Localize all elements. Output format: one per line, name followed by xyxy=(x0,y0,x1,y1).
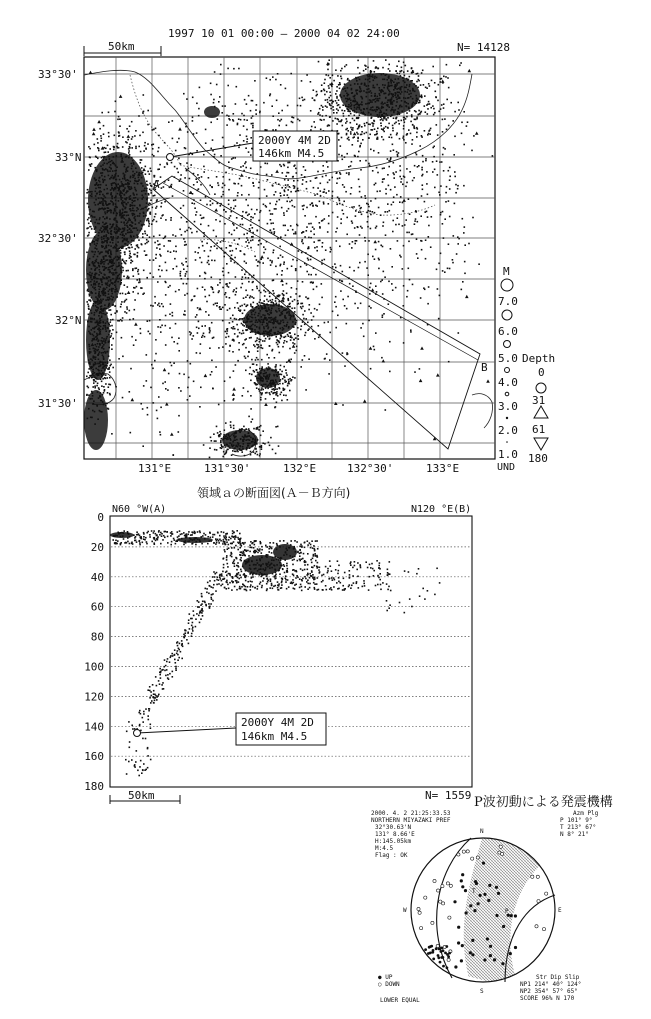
lon-label-4: 132°30' xyxy=(347,462,394,475)
legend-depth-title: Depth xyxy=(522,352,556,365)
legend-depth-31: 31 xyxy=(532,394,546,407)
legend-mag-2: 6.0 xyxy=(498,325,518,338)
lat-label-3: 32°30' xyxy=(38,232,78,245)
dir-e: E xyxy=(558,907,562,914)
dir-w: W xyxy=(403,907,407,914)
section-title: 領域ａの断面図(Ａ－Ｂ方向) xyxy=(197,486,351,500)
section-y-label: 0 xyxy=(97,511,105,524)
mechanism-title: P波初動による発震機構 xyxy=(474,795,613,810)
axis-t: T xyxy=(472,888,476,895)
legend-m-title: M xyxy=(503,265,510,278)
lat-label-4: 32°N xyxy=(55,314,82,327)
legend-up: ● UP xyxy=(378,974,393,981)
section-y-label: 80 xyxy=(90,630,105,644)
dir-s: S xyxy=(480,988,484,995)
legend-mag-5: 3.0 xyxy=(498,400,518,413)
section-y-label: 100 xyxy=(84,660,105,674)
lon-label-1: 131°E xyxy=(138,462,172,475)
dir-n: N xyxy=(480,828,484,835)
lat-label-2: 33°N xyxy=(55,151,82,164)
legend-depth-61: 61 xyxy=(532,423,546,436)
section-count-label: N= 1559 xyxy=(425,789,472,802)
section-y-label: 120 xyxy=(84,690,105,704)
map-count-label: N= 14128 xyxy=(457,41,510,54)
lon-label-2: 131°30' xyxy=(204,462,251,475)
section-y-label: 140 xyxy=(84,720,105,734)
map-event-line1: 2000Y 4M 2D xyxy=(258,134,331,147)
section-y-label: 160 xyxy=(84,750,105,764)
legend-mag-1: 7.0 xyxy=(498,295,518,308)
section-right-dir: N120 °E(B) xyxy=(411,504,472,515)
lon-label-3: 132°E xyxy=(283,462,317,475)
section-y-label: 60 xyxy=(90,600,105,614)
legend-depth-0: 0 xyxy=(538,366,545,379)
lat-label-5: 31°30' xyxy=(38,397,78,410)
section-label-a: A xyxy=(153,178,160,191)
section-y-label: 180 xyxy=(84,780,105,794)
axis-p: P xyxy=(505,908,509,915)
section-scale-label: 50km xyxy=(128,789,155,802)
section-event-line2: 146km M4.5 xyxy=(241,730,308,743)
legend-mag-6: 2.0 xyxy=(498,424,518,437)
legend-mag-7: 1.0 xyxy=(498,448,518,461)
legend-mag-3: 5.0 xyxy=(498,352,518,365)
map-event-line2: 146km M4.5 xyxy=(258,147,325,160)
section-event-line1: 2000Y 4M 2D xyxy=(241,716,314,729)
lon-label-5: 133°E xyxy=(426,462,460,475)
section-y-label: 20 xyxy=(90,540,105,554)
map-scale-label: 50km xyxy=(108,40,135,53)
section-label-b: B xyxy=(481,361,488,374)
legend-depth-180: 180 xyxy=(528,452,548,465)
section-left-dir: N60 °W(A) xyxy=(112,504,167,515)
lat-label-1: 33°30' xyxy=(38,68,78,81)
legend-down: ○ DOWN xyxy=(378,981,400,988)
legend-und: UND xyxy=(497,462,516,473)
legend-mag-4: 4.0 xyxy=(498,376,518,389)
section-y-label: 40 xyxy=(90,570,105,584)
period-label: 1997 10 01 00:00 — 2000 04 02 24:00 xyxy=(168,27,400,40)
